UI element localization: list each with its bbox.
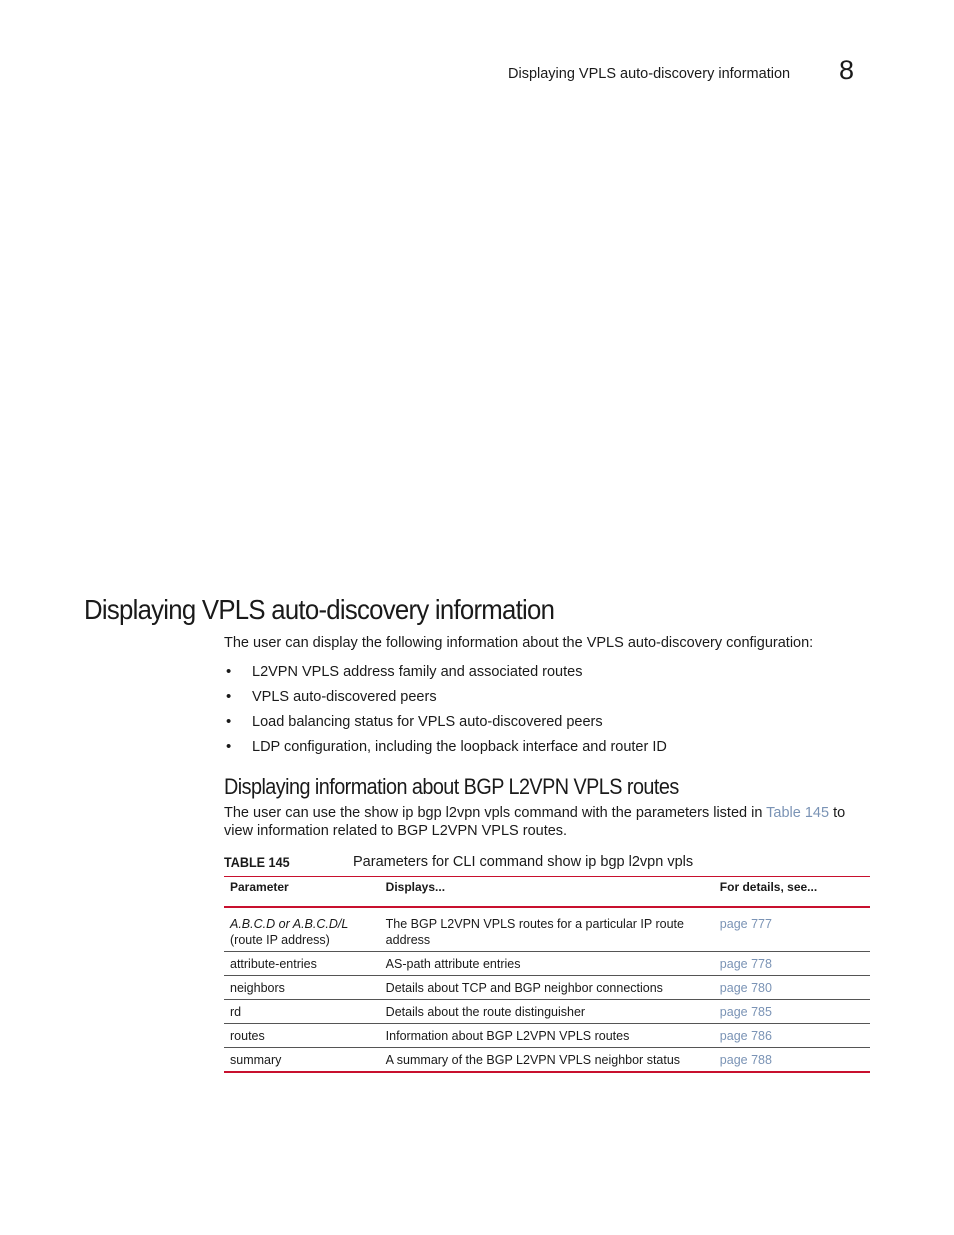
list-item: • VPLS auto-discovered peers: [224, 686, 667, 711]
table-row: [224, 907, 870, 952]
header-details: For details, see...: [714, 877, 870, 908]
table-row: [224, 1024, 870, 1048]
header-displays: Displays...: [380, 877, 714, 908]
param-cell: neighbors: [224, 976, 380, 1000]
page-link[interactable]: page 785: [714, 1000, 870, 1024]
bullet-icon: •: [226, 688, 232, 705]
list-item: • LDP configuration, including the loopback interface and router ID: [224, 736, 667, 761]
subsection-paragraph: The user can use the show ip bgp l2vpn vpls command with the parameters listed in Table 145 to view information related to BGP L2VPN VPLS routes.: [224, 805, 846, 839]
table-row: [224, 1000, 870, 1024]
desc-cell: AS-path attribute entries: [380, 952, 714, 976]
table-row: [224, 1048, 870, 1073]
table-row: [224, 952, 870, 976]
chapter-number: 8: [839, 55, 855, 85]
section-intro: The user can display the following information about the VPLS auto-discovery configuration:: [224, 635, 814, 651]
page-link[interactable]: page 788: [714, 1048, 870, 1073]
param-cell: routes: [224, 1024, 380, 1048]
bullet-icon: •: [226, 663, 232, 680]
desc-cell: Information about BGP L2VPN VPLS routes: [380, 1024, 714, 1048]
page-link[interactable]: page 786: [714, 1024, 870, 1048]
table-link[interactable]: Table 145: [766, 805, 830, 821]
table-header-row: [224, 877, 870, 908]
desc-cell: Details about TCP and BGP neighbor connections: [380, 976, 714, 1000]
desc-cell: A summary of the BGP L2VPN VPLS neighbor status: [380, 1048, 714, 1073]
table-label: TABLE 145: [224, 854, 290, 870]
running-header: Displaying VPLS auto-discovery information: [508, 66, 791, 82]
page-link[interactable]: page 778: [714, 952, 870, 976]
parameters-table: [224, 876, 870, 1073]
section-title: Displaying VPLS auto-discovery information: [84, 594, 555, 625]
desc-cell: The BGP L2VPN VPLS routes for a particular IP route address: [380, 907, 714, 952]
param-cell: A.B.C.D or A.B.C.D/L (route IP address): [224, 907, 380, 952]
list-item: • Load balancing status for VPLS auto-discovered peers: [224, 711, 667, 736]
list-item: • L2VPN VPLS address family and associated routes: [224, 661, 667, 686]
desc-cell: Details about the route distinguisher: [380, 1000, 714, 1024]
param-cell: rd: [224, 1000, 380, 1024]
subsection-title: Displaying information about BGP L2VPN VPLS routes: [224, 774, 679, 799]
bullet-icon: •: [226, 738, 232, 755]
page-link[interactable]: page 777: [714, 907, 870, 952]
param-cell: attribute-entries: [224, 952, 380, 976]
bullet-icon: •: [226, 713, 232, 730]
table-caption: Parameters for CLI command show ip bgp l2vpn vpls: [353, 854, 694, 870]
param-cell: summary: [224, 1048, 380, 1073]
header-parameter: Parameter: [224, 877, 380, 908]
bullet-list: [224, 661, 667, 761]
page-link[interactable]: page 780: [714, 976, 870, 1000]
table-row: [224, 976, 870, 1000]
